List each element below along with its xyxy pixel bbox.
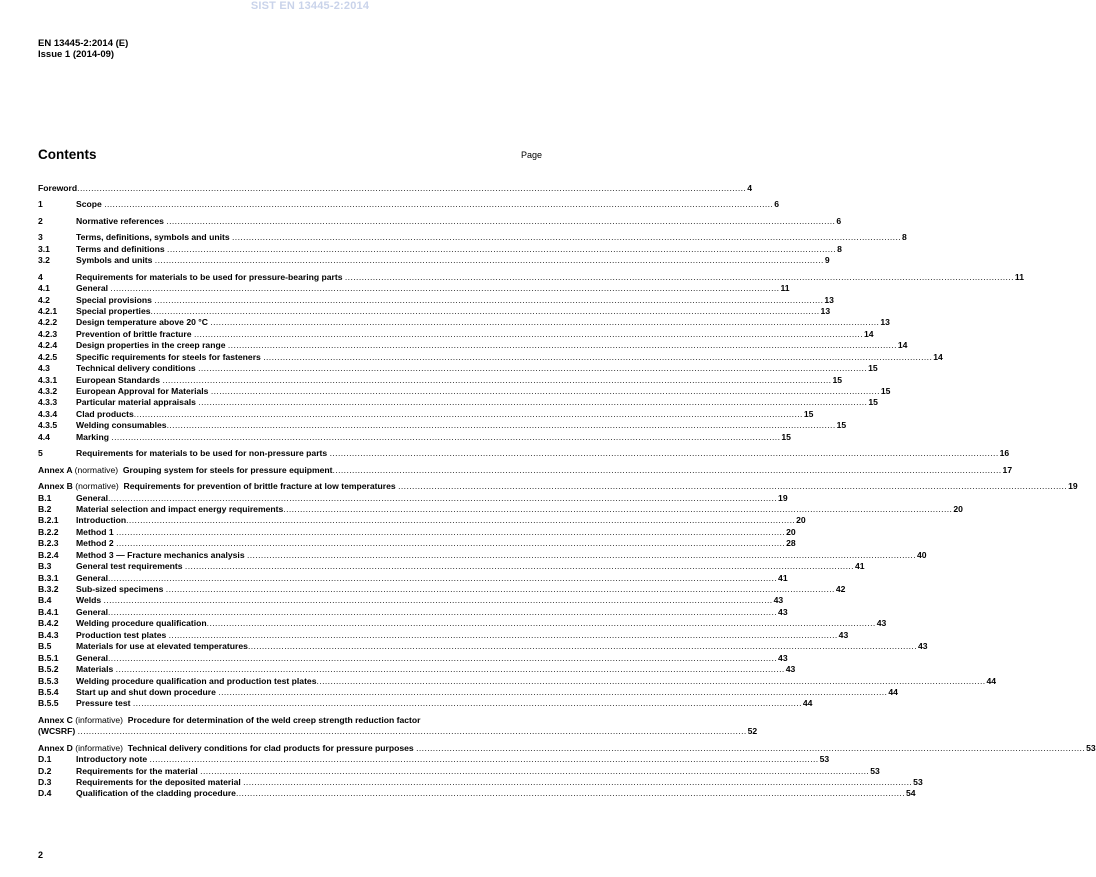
toc-number: B.5.1 [38,652,59,663]
toc-entry-b-5-3[interactable]: B.5.3 Welding procedure qualification and production test plates................................................................................................................................................................................................................................................ 44 [38,675,997,686]
toc-entry-4-2-2[interactable]: 4.2.2 Design temperature above 20 °C ................................................................................................................................................................................................................................................ 13 [38,317,890,328]
toc-number: 4.3.5 [38,420,58,431]
toc-entry-b-2-4[interactable]: B.2.4 Method 3 — Fracture mechanics analysis ................................................................................................................................................................................................................................................ 40 [38,549,927,560]
toc-number: 4.2.4 [38,340,58,351]
toc-entry-4-3[interactable]: 4.3 Technical delivery conditions ................................................................................................................................................................................................................................................ 15 [38,363,878,374]
toc-title: Welding procedure qualification and production test plates [76,675,317,686]
toc-title: Grouping system for steels for pressure equipment [122,464,333,475]
toc-entry-d-4[interactable]: D.4 Qualification of the cladding procedure................................................................................................................................................................................................................................................ 54 [38,788,916,799]
toc-page: 15 [880,386,891,396]
toc-title: General [76,652,109,663]
toc-title: Special provisions [76,294,152,305]
toc-title: Requirements for the deposited material [76,777,241,787]
toc-number: B.4.3 [38,629,59,640]
toc-page: 15 [781,431,791,442]
toc-title: Normative references [76,215,164,226]
toc-title: Symbols and units [76,255,153,266]
toc-page: 54 [906,788,916,799]
annex-type: (informative) [75,742,124,753]
toc-number: D.2 [38,765,52,776]
toc-number: D.4 [38,788,52,799]
toc-entry-4-3-2[interactable]: 4.3.2 European Approval for Materials ................................................................................................................................................................................................................................................ 15 [38,386,891,396]
toc-title: Welding consumables [76,420,167,431]
toc-page: 20 [796,515,806,526]
standard-header [38,39,128,60]
toc-entry-annex-c[interactable]: Annex C (informative) Procedure for determination of the weld creep strength reduction factor (WCSRF) ................................................................................................................................................................................................................................................ 52 [38,714,758,737]
toc-number: B.3.1 [38,572,59,583]
toc-entry-4-2-4[interactable]: 4.2.4 Design properties in the creep range ................................................................................................................................................................................................................................................ 14 [38,340,908,351]
annex-type: (normative) [74,464,119,475]
toc-title: General [76,572,109,583]
toc-page: 41 [854,561,865,572]
toc-entry-b-5-1[interactable]: B.5.1 General................................................................................................................................................................................................................................................ 43 [38,652,788,663]
toc-page: 43 [785,664,796,675]
toc-entry-4-3-3[interactable]: 4.3.3 Particular material appraisals ................................................................................................................................................................................................................................................ 15 [38,397,878,408]
toc-entry-4-2-1[interactable]: 4.2.1 Special properties................................................................................................................................................................................................................................................ 13 [38,305,831,316]
toc-entry-4-1[interactable]: 4.1 General ................................................................................................................................................................................................................................................ 11 [38,283,790,294]
toc-title: Welds [76,595,102,606]
toc-entry-b-2-1[interactable]: B.2.1 Introduction................................................................................................................................................................................................................................................ 20 [38,515,806,526]
standard-number: EN 13445-2:2014 (E) [38,38,129,49]
toc-title: Materials [76,664,114,675]
toc-number: 4 [38,271,43,282]
toc-number: 3.1 [38,243,50,254]
toc-title: General [76,492,109,503]
toc-number: B.4 [38,595,52,606]
annex-type: (informative) [75,714,124,725]
toc-number: B.5.4 [38,686,59,697]
toc-entry-4-3-1[interactable]: 4.3.1 European Standards ................................................................................................................................................................................................................................................ 15 [38,374,843,385]
toc-title: Design temperature above 20 °C [76,317,208,328]
toc-title: Start up and shut down procedure [76,686,216,697]
toc-number: B.3 [38,561,52,572]
watermark: SIST EN 13445-2:2014 [250,0,370,12]
toc-entry-annex-a[interactable]: Annex A (normative) Grouping system for steels for pressure equipment................................................................................................................................................................................................................................................ 17 [38,464,1013,475]
toc-number: 4.4 [38,431,50,442]
toc-entry-3-2[interactable]: 3.2 Symbols and units ................................................................................................................................................................................................................................................ 9 [38,255,830,266]
toc-number: B.5.5 [38,698,59,709]
toc-title: Introductory note [76,754,148,765]
toc-page: 42 [835,584,846,594]
toc-entry-b-5-5[interactable]: B.5.5 Pressure test ................................................................................................................................................................................................................................................ 44 [38,698,813,709]
toc-entry-b-4-3[interactable]: B.4.3 Production test plates ................................................................................................................................................................................................................................................ 43 [38,629,849,640]
toc-number: 4.2.2 [38,317,58,328]
toc-page: 53 [913,777,923,787]
toc-title: Method 3 — Fracture mechanics analysis [76,549,245,560]
annex-label: Annex C [38,714,73,725]
toc-entry-3[interactable]: 3 Terms, definitions, symbols and units ................................................................................................................................................................................................................................................ 8 [38,232,907,243]
toc-number: B.2.1 [38,515,59,526]
toc-title: General [76,606,109,617]
toc-page: 44 [802,698,813,709]
toc-number: 2 [38,215,43,226]
toc-page: 13 [880,317,890,328]
toc-entry-b-5-2[interactable]: B.5.2 Materials ................................................................................................................................................................................................................................................ 43 [38,664,796,675]
toc-number: B.2 [38,503,52,514]
toc-page: 15 [832,374,843,385]
toc-entry-d-2[interactable]: D.2 Requirements for the material ................................................................................................................................................................................................................................................ 53 [38,765,880,776]
issue-number: Issue 1 (2014-09) [38,48,115,60]
annex-label: Annex A [38,464,73,475]
toc-number: 4.1 [38,283,50,294]
toc-page: 14 [897,340,908,351]
toc-page: 41 [778,572,788,583]
toc-page: 14 [863,328,874,339]
toc-title: Specific requirements for steels for fasteners [76,351,261,362]
toc-title: European Approval for Materials [76,386,209,396]
toc-page: 17 [1002,464,1013,475]
toc-title: Material selection and impact energy requirements [76,503,284,514]
toc-page: 4 [747,183,752,193]
toc-page: 19 [1068,481,1078,492]
toc-entry-b-5-4[interactable]: B.5.4 Start up and shut down procedure ................................................................................................................................................................................................................................................ 44 [38,686,898,697]
toc-number: 4.2.3 [38,328,58,339]
toc-page: 8 [902,232,907,243]
toc-title: Clad products [76,408,134,419]
toc-number: B.5.3 [38,675,59,686]
toc-entry-b-5[interactable]: B.5 Materials for use at elevated temperatures................................................................................................................................................................................................................................................ 43 [38,641,928,652]
toc-number: 4.2.1 [38,305,58,316]
toc-title: Technical delivery conditions [76,363,196,374]
toc-title: Sub-sized specimens [76,584,164,594]
toc-title: Pressure test [76,698,131,709]
toc-entry-5[interactable]: 5 Requirements for materials to be used for non-pressure parts ................................................................................................................................................................................................................................................ 16 [38,448,1010,459]
toc-entry-b-4-1[interactable]: B.4.1 General................................................................................................................................................................................................................................................ 43 [38,606,788,617]
toc-entry-d-3[interactable]: D.3 Requirements for the deposited material ................................................................................................................................................................................................................................................ 53 [38,777,923,787]
toc-number: B.2.4 [38,549,59,560]
toc-page: 43 [778,606,788,617]
toc-page: 53 [1086,742,1096,753]
toc-number: 5 [38,448,43,459]
toc-page: 15 [836,420,847,431]
toc-page: 8 [837,243,842,254]
toc-entry-4-2-3[interactable]: 4.2.3 Prevention of brittle fracture ................................................................................................................................................................................................................................................ 14 [38,328,874,339]
toc-number: B.4.1 [38,606,59,617]
toc-number: 4.3.2 [38,386,58,396]
toc-entry-3-1[interactable]: 3.1 Terms and definitions ................................................................................................................................................................................................................................................ 8 [38,243,842,254]
toc-title: Requirements for prevention of brittle fracture at low temperatures [123,481,396,492]
toc-number: 4.2 [38,294,50,305]
toc-entry-b-4[interactable]: B.4 Welds ................................................................................................................................................................................................................................................ 43 [38,595,784,606]
toc-page: 16 [999,448,1010,459]
toc-title: Method 2 [76,538,114,549]
toc-number: B.4.2 [38,618,59,629]
toc-title: General [76,283,109,294]
page-number: 2 [38,850,44,860]
toc-page: 15 [868,397,878,408]
toc-title: Scope [76,199,102,210]
toc-entry-b-3[interactable]: B.3 General test requirements ................................................................................................................................................................................................................................................ 41 [38,561,865,572]
toc-page: 15 [868,363,878,374]
toc-number: B.2.3 [38,538,59,549]
toc-page: 43 [778,652,788,663]
toc-page: 20 [953,503,963,514]
toc-title: European Standards [76,374,161,385]
toc-number: 4.3.3 [38,397,58,408]
toc-number: 4.2.5 [38,351,58,362]
toc-entry-d-1[interactable]: D.1 Introductory note ................................................................................................................................................................................................................................................ 53 [38,754,830,765]
toc-title: Requirements for materials to be used for pressure-bearing parts [76,271,343,282]
toc-title: Method 1 [76,526,114,537]
toc-title: Particular material appraisals [76,397,196,408]
toc-entry-foreword[interactable]: Foreword................................................................................................................................................................................................................................................ 4 [38,183,752,193]
toc-page: 40 [917,549,927,560]
toc-number: D.1 [38,754,52,765]
toc-page: 53 [819,754,830,765]
toc-page: 13 [820,305,831,316]
contents-heading: Contents [38,147,97,162]
toc-title: Qualification of the cladding procedure [76,788,236,799]
toc-page: 15 [803,408,814,419]
toc-title: Terms, definitions, symbols and units [76,232,230,243]
annex-label: Annex B [38,481,73,492]
toc-page: 43 [838,629,849,640]
toc-number: 4.3 [38,363,50,374]
toc-number: B.5.2 [38,664,59,675]
toc-page: 43 [917,641,928,652]
toc-page: 52 [747,726,758,737]
toc-title: Design properties in the creep range [76,340,226,351]
toc-entry-annex-b[interactable]: Annex B (normative) Requirements for prevention of brittle fracture at low temperatures ................................................................................................................................................................................................................................................ 19 [38,481,1078,492]
toc-title: Production test plates [76,629,167,640]
toc-page: 43 [773,595,784,606]
toc-entry-4-2-5[interactable]: 4.2.5 Specific requirements for steels for fasteners ................................................................................................................................................................................................................................................ 14 [38,351,943,362]
toc-entry-b-4-2[interactable]: B.4.2 Welding procedure qualification................................................................................................................................................................................................................................................ 43 [38,618,887,629]
toc-entry-4-3-4[interactable]: 4.3.4 Clad products................................................................................................................................................................................................................................................ 15 [38,408,814,419]
table-of-contents [38,183,1096,800]
annex-label: Annex D [38,742,73,753]
toc-page: 28 [786,538,796,549]
toc-number: B.2.2 [38,526,59,537]
toc-entry-4-2[interactable]: 4.2 Special provisions ................................................................................................................................................................................................................................................ 13 [38,294,834,305]
toc-entry-4-4[interactable]: 4.4 Marking ................................................................................................................................................................................................................................................ 15 [38,431,791,442]
toc-entry-b-2-2[interactable]: B.2.2 Method 1 ................................................................................................................................................................................................................................................ 20 [38,526,796,537]
toc-title: Terms and definitions [76,243,165,254]
toc-entry-4[interactable]: 4 Requirements for materials to be used for pressure-bearing parts ................................................................................................................................................................................................................................................ 11 [38,271,1024,282]
toc-title: Foreword [38,183,78,193]
toc-entry-2[interactable]: 2 Normative references ................................................................................................................................................................................................................................................ 6 [38,215,842,226]
toc-number: 4.3.4 [38,408,58,419]
toc-page: 6 [774,199,779,210]
toc-entry-4-3-5[interactable]: 4.3.5 Welding consumables................................................................................................................................................................................................................................................ 15 [38,420,847,431]
toc-entry-annex-d[interactable]: Annex D (informative) Technical delivery conditions for clad products for pressure purposes ................................................................................................................................................................................................................................................ 53 [38,742,1096,753]
toc-number: 1 [38,199,43,210]
toc-entry-1[interactable]: 1 Scope ................................................................................................................................................................................................................................................ 6 [38,199,779,210]
toc-title: Requirements for materials to be used for non-pressure parts [76,448,328,459]
toc-entry-b-3-2[interactable]: B.3.2 Sub-sized specimens ................................................................................................................................................................................................................................................ 42 [38,584,846,594]
toc-number: 3 [38,232,43,243]
toc-title: Welding procedure qualification [76,618,207,629]
toc-title: Materials for use at elevated temperatures [76,641,248,652]
toc-entry-b-2[interactable]: B.2 Material selection and impact energy requirements................................................................................................................................................................................................................................................ 20 [38,503,963,514]
toc-page: 44 [888,686,898,697]
toc-number: B.1 [38,492,52,503]
toc-title: General test requirements [76,561,183,572]
toc-entry-b-1[interactable]: B.1 General................................................................................................................................................................................................................................................ 19 [38,492,788,503]
toc-entry-b-2-3[interactable]: B.2.3 Method 2 ................................................................................................................................................................................................................................................ 28 [38,538,796,549]
toc-page: 14 [933,351,943,362]
toc-entry-b-3-1[interactable]: B.3.1 General................................................................................................................................................................................................................................................ 41 [38,572,788,583]
toc-title: Introduction [76,515,127,526]
toc-title: Marking [76,431,109,442]
toc-title: Technical delivery conditions for clad products for pressure purposes [127,742,414,753]
annex-type: (normative) [75,481,119,492]
toc-number: B.3.2 [38,584,59,594]
toc-page: 43 [876,618,887,629]
toc-number: 4.3.1 [38,374,58,385]
toc-number: D.3 [38,777,52,787]
toc-page: 6 [836,215,842,226]
toc-number: B.5 [38,641,52,652]
toc-number: 3.2 [38,255,50,266]
toc-title: Requirements for the material [76,765,198,776]
toc-title: Procedure for determination of the weld creep strength reduction factor [127,714,421,725]
toc-page: 11 [1014,271,1024,282]
toc-page: 20 [786,526,796,537]
toc-page: 9 [824,255,830,266]
toc-page: 53 [870,765,880,776]
toc-page: 19 [778,492,788,503]
toc-page: 11 [780,283,790,294]
toc-title-continued: (WCSRF) [38,726,76,737]
toc-title: Prevention of brittle fracture [76,328,192,339]
toc-page: 13 [824,294,834,305]
toc-page: 44 [986,675,997,686]
page-column-label: Page [521,150,543,160]
toc-title: Special properties [76,305,151,316]
